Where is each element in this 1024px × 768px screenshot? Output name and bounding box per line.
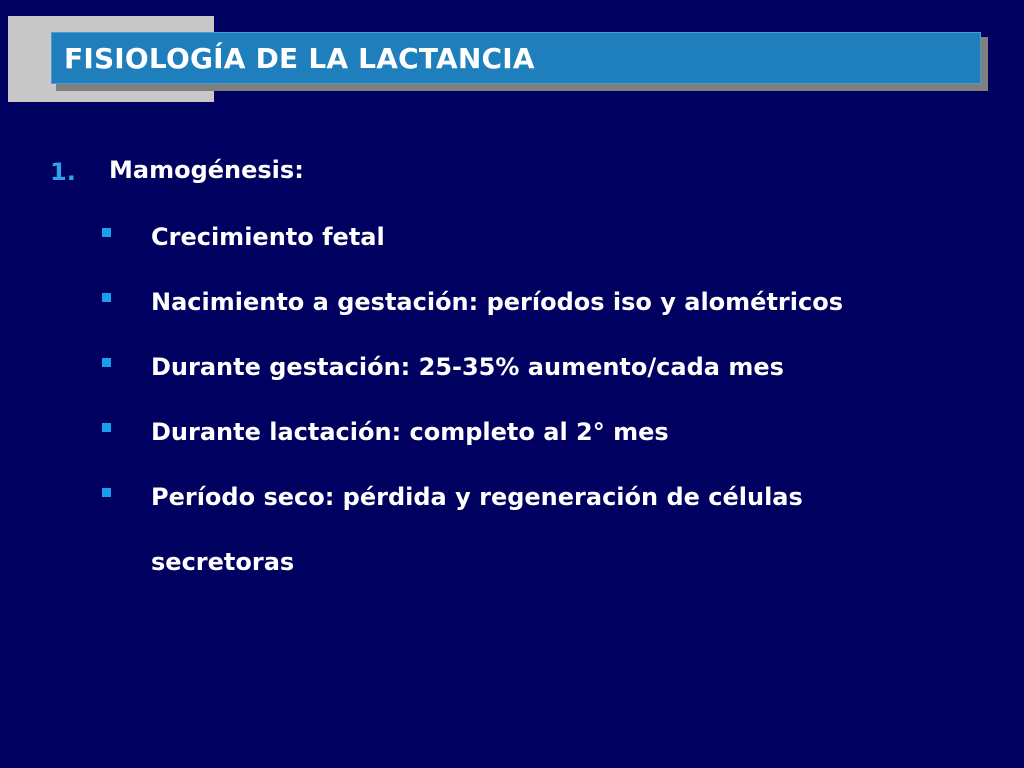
title-bar <box>51 32 981 84</box>
slide-title: FISIOLOGÍA DE LA LACTANCIA <box>64 41 535 75</box>
square-bullet-icon <box>102 488 111 497</box>
bullet-item: Durante gestación: 25-35% aumento/cada mes <box>151 353 784 381</box>
square-bullet-icon <box>102 358 111 367</box>
bullet-item: Período seco: pérdida y regeneración de células <box>151 483 803 511</box>
square-bullet-icon <box>102 423 111 432</box>
bullet-item-continuation: secretoras <box>151 548 295 576</box>
section-number: 1. <box>50 158 76 186</box>
bullet-item: Nacimiento a gestación: períodos iso y alométricos <box>151 288 843 316</box>
square-bullet-icon <box>102 293 111 302</box>
square-bullet-icon <box>102 228 111 237</box>
section-heading: Mamogénesis: <box>109 156 304 184</box>
bullet-item: Durante lactación: completo al 2° mes <box>151 418 669 446</box>
bullet-item: Crecimiento fetal <box>151 223 385 251</box>
